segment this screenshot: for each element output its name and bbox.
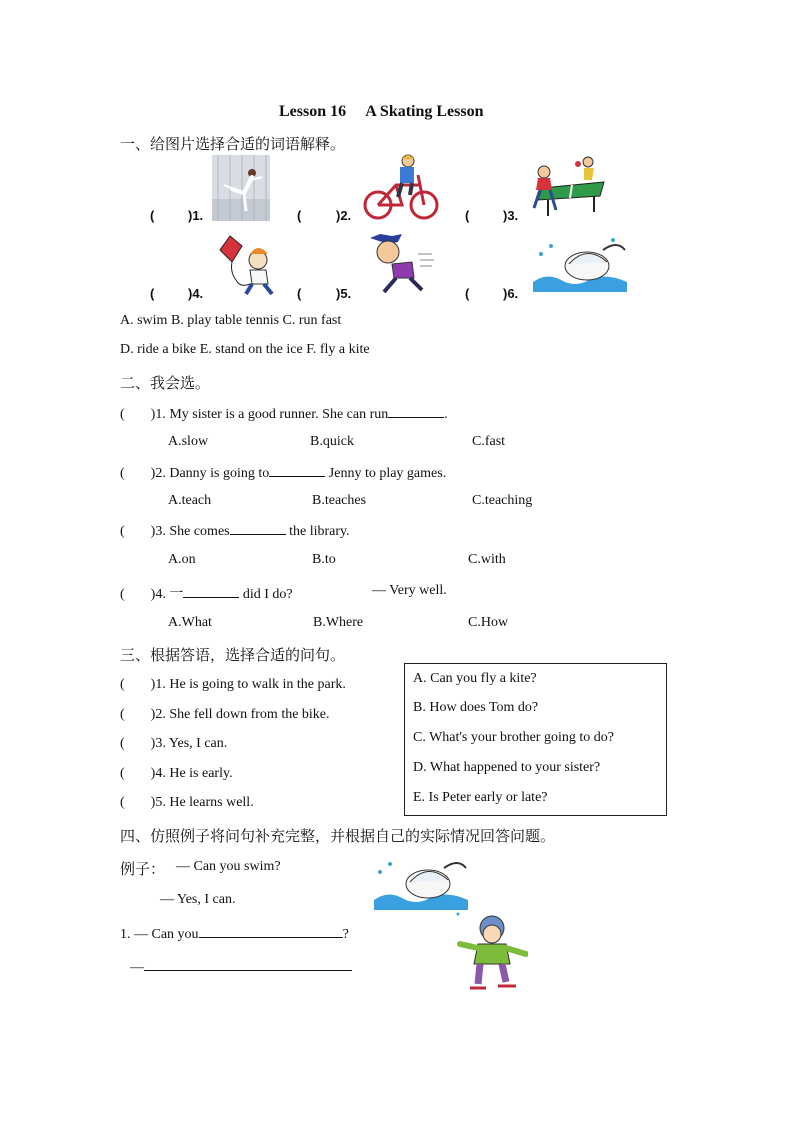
swimmer-picture <box>527 234 635 298</box>
question-4 <box>120 583 293 603</box>
answer-blank[interactable] <box>144 958 352 971</box>
answer-text: )2. She fell down from the bike. <box>150 707 330 722</box>
question-suffix: ? <box>342 927 349 942</box>
question-2 <box>120 464 446 482</box>
answer-5 <box>120 795 254 811</box>
paren: ( <box>297 286 302 301</box>
paren: ( <box>150 286 155 301</box>
choice-a: A.on <box>168 552 196 567</box>
answer-blank[interactable] <box>269 464 325 477</box>
bike-rider-picture <box>362 153 442 221</box>
runner-picture <box>362 232 434 298</box>
choice-a: A.teach <box>168 493 212 508</box>
item-number: )1. <box>188 208 204 223</box>
option-c: C. What's your brother going to do? <box>413 730 614 745</box>
choice-b: B.quick <box>310 434 354 449</box>
options-line-1: A. swim B. play table tennis C. run fast <box>120 313 342 328</box>
paren: ( <box>120 736 125 751</box>
section-2-heading: 二、我会选。 <box>120 374 211 392</box>
item-number: )2. <box>336 208 352 223</box>
question-text: )3. She comes <box>150 524 230 539</box>
item-number: )3. <box>503 208 519 223</box>
reply: — Very well. <box>372 583 447 598</box>
item-number: )6. <box>503 286 519 301</box>
question-1 <box>120 405 448 423</box>
example-question: — Can you swim? <box>176 859 281 874</box>
answer-blank[interactable] <box>230 522 286 535</box>
paren: ( <box>120 795 125 810</box>
choice-c: C.teaching <box>472 493 533 508</box>
section-1-heading: 一、给图片选择合适的词语解释。 <box>120 135 346 153</box>
item-number: )4. <box>188 286 204 301</box>
question-text-end: did I do? <box>239 587 293 602</box>
section-4-heading: 四、仿照例子将问句补充完整，并根据自己的实际情况回答问题。 <box>120 827 556 845</box>
question-text-end: Jenny to play games. <box>325 466 447 481</box>
answer-text: )1. He is going to walk in the park. <box>150 677 346 692</box>
answer-4 <box>120 766 233 782</box>
paren: ( <box>120 407 125 422</box>
choice-a: A.What <box>168 615 212 630</box>
paren: ( <box>465 286 470 301</box>
paren: ( <box>120 524 125 539</box>
answer-1 <box>120 677 346 693</box>
answer-text: )3. Yes, I can. <box>150 736 228 751</box>
table-tennis-picture <box>528 154 608 222</box>
question-text: )1. My sister is a good runner. She can run <box>150 407 389 422</box>
paren: ( <box>120 677 125 692</box>
option-b: B. How does Tom do? <box>413 700 539 715</box>
option-e: E. Is Peter early or late? <box>413 790 548 805</box>
options-line-2: D. ride a bike E. stand on the ice F. fly a kite <box>120 342 370 357</box>
answer-3 <box>120 736 227 752</box>
choice-b: B.teaches <box>312 493 367 508</box>
choice-c: C.fast <box>472 434 506 449</box>
item-number: )5. <box>336 286 352 301</box>
skating-child-picture <box>456 912 528 994</box>
option-a: A. Can you fly a kite? <box>413 671 537 686</box>
example-label: 例子： <box>120 860 166 878</box>
ice-skater-picture <box>212 155 270 221</box>
answer-2 <box>120 707 330 723</box>
paren: ( <box>465 208 470 223</box>
question-prefix: 1. — Can you <box>120 927 199 942</box>
answer-prefix: — <box>130 960 144 975</box>
answer-text: )5. He learns well. <box>150 795 254 810</box>
question-text: )4. 一 <box>150 587 184 602</box>
question-3 <box>120 522 350 540</box>
choice-c: C.How <box>468 615 509 630</box>
choice-b: B.to <box>312 552 336 567</box>
question-text-end: the library. <box>285 524 350 539</box>
kite-flyer-picture <box>210 232 280 298</box>
paren: ( <box>297 208 302 223</box>
answer-blank[interactable] <box>183 585 239 598</box>
paren: ( <box>120 766 125 781</box>
section-3-heading: 三、根据答语，选择合适的问句。 <box>120 646 346 664</box>
answer-text: )4. He is early. <box>150 766 233 781</box>
choice-a: A.slow <box>168 434 209 449</box>
question-text: )2. Danny is going to <box>150 466 270 481</box>
answer-blank[interactable] <box>388 405 444 418</box>
paren: ( <box>120 587 125 602</box>
page-title: Lesson 16 A Skating Lesson <box>279 103 484 120</box>
swimmer-example-picture <box>370 856 474 918</box>
question-line-1 <box>120 925 349 943</box>
paren: ( <box>120 707 125 722</box>
choice-c: C.with <box>468 552 506 567</box>
choice-b: B.Where <box>313 615 364 630</box>
option-d: D. What happened to your sister? <box>413 760 601 775</box>
answer-line-1 <box>130 958 352 976</box>
question-blank[interactable] <box>199 925 343 938</box>
paren: ( <box>150 208 155 223</box>
question-text-end: . <box>444 407 448 422</box>
example-answer: — Yes, I can. <box>160 892 236 907</box>
paren: ( <box>120 466 125 481</box>
